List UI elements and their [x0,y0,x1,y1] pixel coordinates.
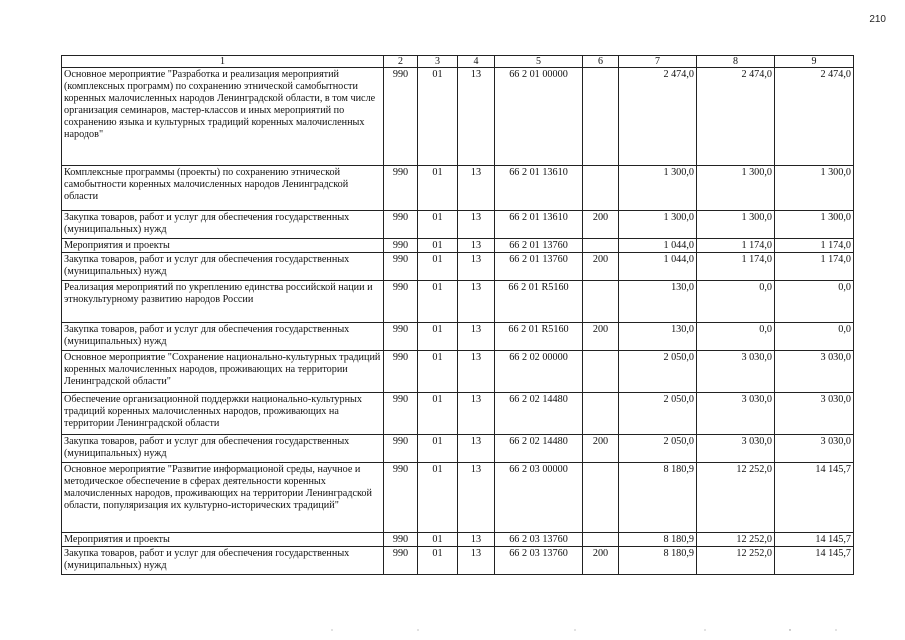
amount-col8-cell: 12 252,0 [697,547,775,575]
section-cell: 01 [418,435,458,463]
subsection-cell: 13 [458,239,495,253]
amount-col7-cell: 1 044,0 [619,239,697,253]
target-article-cell: 66 2 01 R5160 [495,281,583,323]
amount-col7-cell: 1 300,0 [619,211,697,239]
ministry-code-cell: 990 [384,435,418,463]
section-cell: 01 [418,351,458,393]
subsection-cell: 13 [458,253,495,281]
section-cell: 01 [418,211,458,239]
amount-col7-cell: 130,0 [619,281,697,323]
budget-table [61,55,854,575]
table-row [62,323,854,351]
target-article-cell: 66 2 02 14480 [495,435,583,463]
amount-col8-cell: 3 030,0 [697,393,775,435]
page-number: 210 [869,14,886,25]
subsection-cell: 13 [458,281,495,323]
section-cell: 01 [418,281,458,323]
row-name-cell: Закупка товаров, работ и услуг для обеспечения государственных (муниципальных) нужд [62,211,384,239]
expense-type-cell [583,463,619,533]
amount-col9-cell: 3 030,0 [775,351,854,393]
expense-type-cell [583,239,619,253]
scan-artifact-dots [0,628,905,632]
target-article-cell: 66 2 01 R5160 [495,323,583,351]
table-row [62,253,854,281]
section-cell: 01 [418,533,458,547]
row-name-cell: Мероприятия и проекты [62,239,384,253]
table-row [62,351,854,393]
expense-type-cell [583,351,619,393]
section-cell: 01 [418,68,458,166]
amount-col9-cell: 14 145,7 [775,533,854,547]
subsection-cell: 13 [458,166,495,211]
row-name-cell: Реализация мероприятий по укреплению единства российской нации и этнокультурному развитию народов России [62,281,384,323]
section-cell: 01 [418,239,458,253]
subsection-cell: 13 [458,351,495,393]
table-row [62,68,854,166]
section-cell: 01 [418,323,458,351]
table-header-row [62,56,854,68]
subsection-cell: 13 [458,211,495,239]
ministry-code-cell: 990 [384,323,418,351]
amount-col9-cell: 14 145,7 [775,463,854,533]
amount-col7-cell: 2 050,0 [619,435,697,463]
table-row [62,239,854,253]
expense-type-cell: 200 [583,547,619,575]
section-cell: 01 [418,253,458,281]
table-row [62,393,854,435]
amount-col7-cell: 1 044,0 [619,253,697,281]
amount-col7-cell: 2 050,0 [619,351,697,393]
subsection-cell: 13 [458,68,495,166]
expense-type-cell [583,68,619,166]
expense-type-cell: 200 [583,253,619,281]
expense-type-cell [583,281,619,323]
amount-col9-cell: 1 174,0 [775,239,854,253]
subsection-cell: 13 [458,533,495,547]
column-header: 5 [495,56,583,68]
ministry-code-cell: 990 [384,533,418,547]
amount-col8-cell: 3 030,0 [697,435,775,463]
target-article-cell: 66 2 03 13760 [495,533,583,547]
subsection-cell: 13 [458,463,495,533]
subsection-cell: 13 [458,435,495,463]
table-row [62,547,854,575]
section-cell: 01 [418,166,458,211]
amount-col9-cell: 0,0 [775,281,854,323]
target-article-cell: 66 2 02 00000 [495,351,583,393]
expense-type-cell [583,166,619,211]
amount-col8-cell: 1 174,0 [697,253,775,281]
ministry-code-cell: 990 [384,393,418,435]
ministry-code-cell: 990 [384,253,418,281]
amount-col7-cell: 8 180,9 [619,533,697,547]
amount-col8-cell: 2 474,0 [697,68,775,166]
table-row [62,463,854,533]
row-name-cell: Закупка товаров, работ и услуг для обеспечения государственных (муниципальных) нужд [62,323,384,351]
table-row [62,533,854,547]
amount-col8-cell: 12 252,0 [697,533,775,547]
amount-col8-cell: 12 252,0 [697,463,775,533]
table-row [62,281,854,323]
amount-col9-cell: 3 030,0 [775,435,854,463]
expense-type-cell: 200 [583,211,619,239]
amount-col8-cell: 0,0 [697,323,775,351]
column-header: 6 [583,56,619,68]
amount-col9-cell: 0,0 [775,323,854,351]
target-article-cell: 66 2 01 00000 [495,68,583,166]
amount-col7-cell: 1 300,0 [619,166,697,211]
amount-col7-cell: 130,0 [619,323,697,351]
subsection-cell: 13 [458,547,495,575]
ministry-code-cell: 990 [384,211,418,239]
expense-type-cell: 200 [583,323,619,351]
amount-col8-cell: 1 174,0 [697,239,775,253]
target-article-cell: 66 2 01 13610 [495,166,583,211]
row-name-cell: Мероприятия и проекты [62,533,384,547]
expense-type-cell [583,533,619,547]
amount-col8-cell: 3 030,0 [697,351,775,393]
column-header: 7 [619,56,697,68]
ministry-code-cell: 990 [384,166,418,211]
amount-col9-cell: 14 145,7 [775,547,854,575]
ministry-code-cell: 990 [384,463,418,533]
row-name-cell: Основное мероприятие "Разработка и реализация мероприятий (комплексных программ) по сохранению этнической самобытности коренных малочисленных народов Ленинградской области, в том числе организация семинаров, мастер-классов и иных мероприятий по сохранению языка и культурных традиций коренных малочисленных народов" [62,68,384,166]
amount-col9-cell: 1 174,0 [775,253,854,281]
target-article-cell: 66 2 01 13610 [495,211,583,239]
column-header: 2 [384,56,418,68]
column-header: 8 [697,56,775,68]
table-row [62,166,854,211]
target-article-cell: 66 2 03 00000 [495,463,583,533]
target-article-cell: 66 2 01 13760 [495,239,583,253]
ministry-code-cell: 990 [384,68,418,166]
table-row [62,211,854,239]
row-name-cell: Основное мероприятие "Сохранение национально-культурных традиций коренных малочисленных народов, проживающих на территории Ленинградской области" [62,351,384,393]
amount-col7-cell: 2 474,0 [619,68,697,166]
section-cell: 01 [418,463,458,533]
expense-type-cell [583,393,619,435]
amount-col8-cell: 1 300,0 [697,211,775,239]
amount-col9-cell: 1 300,0 [775,166,854,211]
subsection-cell: 13 [458,393,495,435]
ministry-code-cell: 990 [384,281,418,323]
amount-col8-cell: 1 300,0 [697,166,775,211]
ministry-code-cell: 990 [384,547,418,575]
table-row [62,435,854,463]
target-article-cell: 66 2 02 14480 [495,393,583,435]
section-cell: 01 [418,547,458,575]
row-name-cell: Закупка товаров, работ и услуг для обеспечения государственных (муниципальных) нужд [62,253,384,281]
row-name-cell: Закупка товаров, работ и услуг для обеспечения государственных (муниципальных) нужд [62,547,384,575]
amount-col9-cell: 1 300,0 [775,211,854,239]
amount-col7-cell: 2 050,0 [619,393,697,435]
amount-col8-cell: 0,0 [697,281,775,323]
target-article-cell: 66 2 03 13760 [495,547,583,575]
column-header: 9 [775,56,854,68]
amount-col9-cell: 2 474,0 [775,68,854,166]
row-name-cell: Закупка товаров, работ и услуг для обеспечения государственных (муниципальных) нужд [62,435,384,463]
amount-col7-cell: 8 180,9 [619,547,697,575]
expense-type-cell: 200 [583,435,619,463]
amount-col7-cell: 8 180,9 [619,463,697,533]
row-name-cell: Комплексные программы (проекты) по сохранению этнической самобытности коренных малочисленных народов Ленинградской области [62,166,384,211]
row-name-cell: Обеспечение организационной поддержки национально-культурных традиций коренных малочисленных народов, проживающих на территории Ленинградской области [62,393,384,435]
ministry-code-cell: 990 [384,239,418,253]
amount-col9-cell: 3 030,0 [775,393,854,435]
column-header: 4 [458,56,495,68]
ministry-code-cell: 990 [384,351,418,393]
section-cell: 01 [418,393,458,435]
subsection-cell: 13 [458,323,495,351]
row-name-cell: Основное мероприятие "Развитие информационой среды, научное и методическое обеспечение в сферах деятельности коренных малочисленных народов, проживающих на территории Ленинградской области, популяризация их культурно-исторических традиций" [62,463,384,533]
column-header: 1 [62,56,384,68]
target-article-cell: 66 2 01 13760 [495,253,583,281]
column-header: 3 [418,56,458,68]
